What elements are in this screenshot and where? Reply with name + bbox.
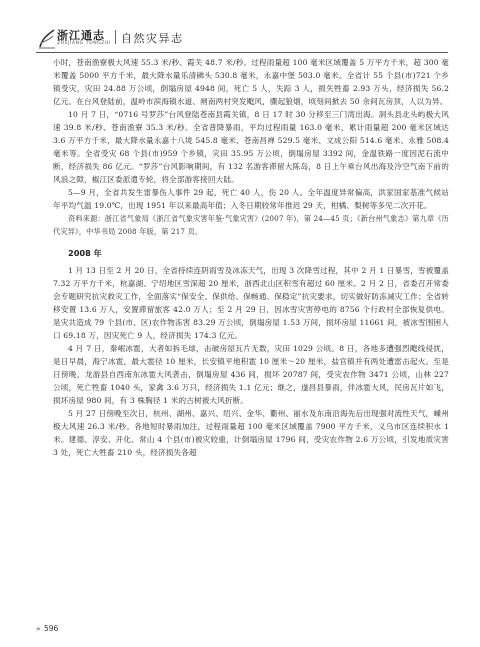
zhejiang-tongzhi-logo xyxy=(38,27,116,49)
year-heading: 2008 年 xyxy=(68,248,102,258)
page-body xyxy=(53,56,449,459)
logo-subtitle: ZHEJIANG TONGZHI xyxy=(57,41,111,46)
page-header xyxy=(0,0,480,60)
section-title: 自然灾异志 xyxy=(121,32,184,45)
paragraph: 5—9 月，全省共发生雷暴伤人事件 29 起，死亡 40 人，伤 20 人。全年温度异常偏高，洪家国家基准气候站年平均气温 19.0℃，出现 1951 年以来最高年值；入冬日期较常年推迟 29 天，柑橘、梨树等多见二次开花。 xyxy=(53,188,449,210)
page-arrow-icon: ›› xyxy=(36,625,40,633)
paragraph: 10 月 7 日，“0716 号罗莎”台风登陆苍南县霞关镇，8 日 17 时 30 分移至三门湾出海。洞头县北头屿极大风速 39.8 米/秒、苍南渔寮 35.3 米/秒。全省普降暴雨，平均过程雨量 163.0 毫米，累计雨量超 200 毫米区域达 3.6 万平方千米，最大降水量永嘉十八垅 545.8 毫米、苍南昌禅 529.5 毫米、文成公阳 514.6 毫米、永雅 508.4 毫米等。全省受灾 68 个县(市)959 个乡镇，灾田 35.95 万公顷，倒塌房屋 3392 间，金温铁路一度因泥石流中断，经济损失 86 亿元。“罗莎”台风影响期间，有 132 名游客滞留大陈岛，8 日上午乘台风出海及冷空气南下前的风浪之隙，椒江区委派遣专轮，将全部游客接回大陆。 xyxy=(53,110,449,184)
paragraph: 5 月 27 日傍晚至次日，杭州、湖州、嘉兴、绍兴、金华、衢州、丽水及东南沿海先后出现强对流性天气，嵊州极大风速 26.3 米/秒。各地短时暴雨加注，过程雨量超 100 毫米区域覆盖 7900 平方千米，义乌市区连续积水 1 米。建德、淳安、开化、常山 4 个县(市)被灾较重，计倒塌房屋 1796 间，受灾农作物 2.6 万公顷，引发地质灾害 3 处，死亡大牲畜 210 头，经济损失各超 xyxy=(53,409,449,457)
page-number: 596 xyxy=(44,624,59,633)
paragraph: 1 月 13 日至 2 月 20 日，全省持续连阴雨雪及冰冻天气，出现 3 次降雪过程，其中 2 月 1 日暴雪，雪被覆盖 7.32 万平方千米，杭嘉湖、宁绍地区雪深超 20 厘米，浙西北山区积雪有超过 60 厘米。2 月 2 日，省委召开常委会专题研究抗灾救灾工作，全面落实“保安全、保供给、保畅通、保稳定”抗灾要求，切实做好防冻减灾工作；全省转移安置 13.6 万人，安置滞留旅客 42.0 万人；至 2 月 29 日，因冰雪灾害停电的 8756 个行政村全部恢复供电。是灾共造成 79 个县(市、区)农作物冻害 83.29 万公顷，倒塌房屋 1.53 万间，损坏房屋 11661 间，被冰雪围困人口 69.18 万，因灾死亡 9 人，经济损失 174.3 亿元。 xyxy=(53,266,449,340)
header-rule xyxy=(36,52,448,53)
header-divider xyxy=(115,30,116,44)
logo-emblem-icon xyxy=(38,27,56,49)
paragraph: 4 月 7 日，秦岷冰雹，大者如拆毛球，击破房屋瓦片无数，灾田 1029 公顷。8 日，各地多遭强烈飑线侵扰，是日早晨，海宁冰雹，最大雹径 10 厘米，长安镇平地积雹 10 厘米～20 厘米，盐官镇并有两处遭雷击起火。至是日傍晚，龙游县自西南东冰雹大风袭击，倒塌房屋 436 间，损坏 20787 间，受灾农作物 3471 公顷，山林 227 公顷，死亡牲畜 1040 头，家禽 3.6 万只，经济损失 1.1 亿元；继之，遂昌县暴雨，伴冰雹大风，民房瓦片如飞，损坏房屋 980 间，有 3 株胸径 1 米的古树被大风折断。 xyxy=(53,344,449,405)
page-footer xyxy=(36,624,58,633)
logo-title: 浙江通志 xyxy=(57,29,105,42)
paragraph: 小时，苍南渔寮极大风速 55.3 米/秒、霞关 48.7 米/秒。过程雨量超 100 毫米区域覆盖 5 万平方千米，超 300 毫米覆盖 5000 平方千米，最大降水量乐清砩头 530.8 毫米，永嘉中堡 503.0 毫米。全省计 55 个县(市)721 个乡镇受灾，灾田 24.88 万公顷，倒塌房屋 4948 间，死亡 5 人，失踪 3 人，损失牲畜 2.93 万头，经济损失 56.2 亿元。在台风登陆前，温岭市滨海镇水道、闸南两村突发飑风，骤起狼烟，顷刻间掀去 50 余间瓦房顶，人以为异。 xyxy=(53,58,449,106)
source-note: 资料来源：浙江省气象局《浙江省气象灾害年鉴·气象灾害》(2007 年)，第 24—45 页；《新台州气象志》第九章《历代灾异》，中华书局 2008 年版，第 217 页。 xyxy=(53,214,449,236)
